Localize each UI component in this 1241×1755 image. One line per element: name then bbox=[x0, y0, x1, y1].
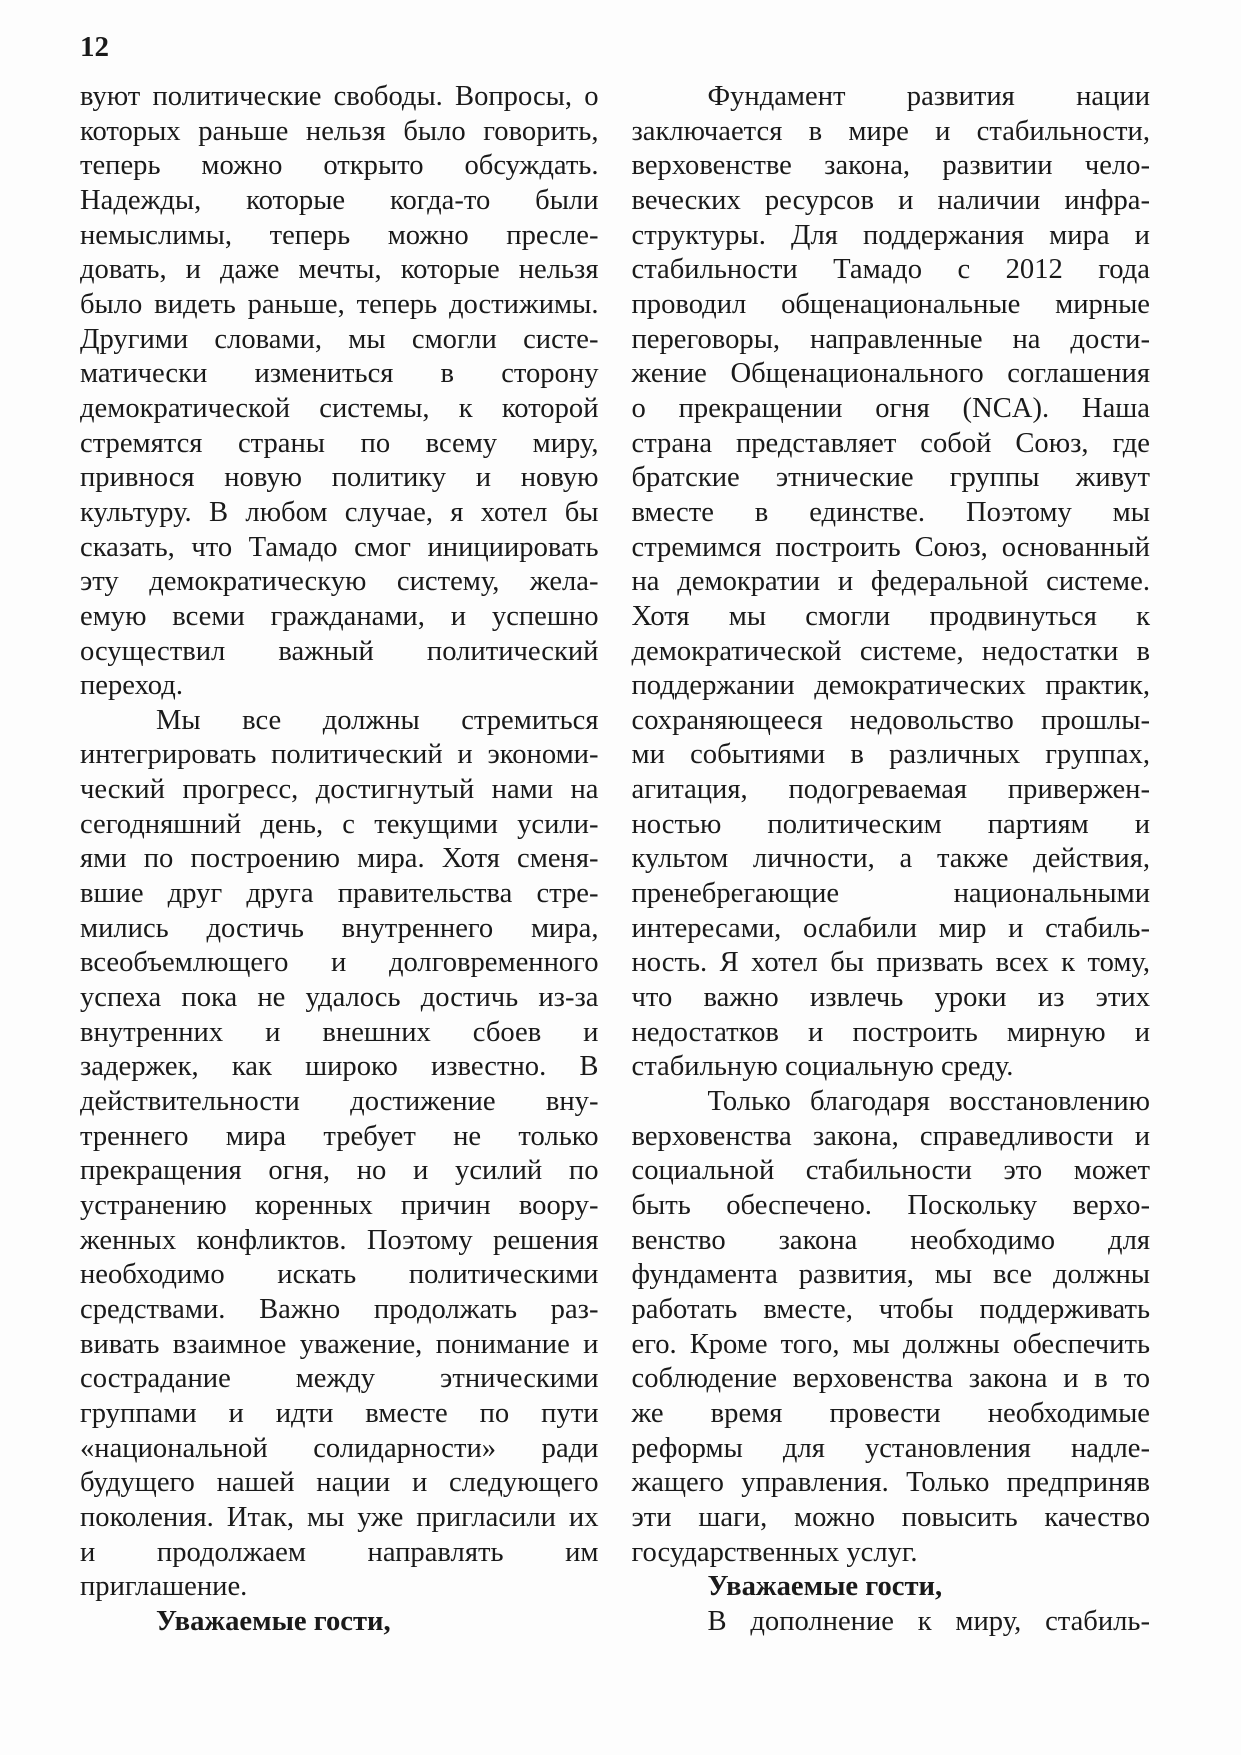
text-line: сказать, что Тамадо смог инициировать bbox=[80, 531, 599, 563]
text-line: Хотя мы смогли продвинуться к bbox=[631, 600, 1150, 632]
section-heading bbox=[80, 1605, 599, 1640]
text-line: демократической системы, к которой bbox=[80, 392, 599, 424]
text-line: ческий прогресс, достигнутый нами на bbox=[80, 774, 599, 806]
text-line: верховенстве закона, развитии чело- bbox=[631, 150, 1150, 182]
text-line: Фундамент развития нации bbox=[707, 81, 1150, 112]
text-column bbox=[80, 80, 599, 1640]
text-line: теперь можно открыто обсуждать. bbox=[80, 150, 599, 182]
text-line: вивать взаимное уважение, понимание и bbox=[80, 1328, 599, 1360]
text-line: государственных услуг. bbox=[631, 1536, 918, 1568]
text-line: немыслимы, теперь можно пресле- bbox=[80, 219, 599, 251]
text-line: интересами, ослабили мир и стабиль- bbox=[631, 912, 1150, 944]
text-line: ями по построению мира. Хотя сменя- bbox=[80, 843, 599, 875]
text-line: демократической системе, недостатки в bbox=[631, 635, 1150, 667]
text-line: эту демократическую систему, жела- bbox=[80, 566, 599, 598]
section-heading bbox=[632, 1570, 1151, 1605]
text-line: стремимся построить Союз, основанный bbox=[631, 531, 1150, 563]
text-line: венство закона необходимо для bbox=[631, 1224, 1150, 1256]
text-line: «национальной солидарности» ради bbox=[80, 1432, 599, 1464]
text-line: ми событиями в различных группах, bbox=[631, 739, 1150, 771]
text-line: соблюдение верховенства закона и в то bbox=[631, 1363, 1150, 1395]
text-line: осуществил важный политический bbox=[80, 635, 599, 667]
text-line: социальной стабильности это может bbox=[631, 1155, 1150, 1187]
text-line: поколения. Итак, мы уже пригласили их bbox=[80, 1501, 599, 1533]
text-line: фундамента развития, мы все должны bbox=[631, 1259, 1150, 1291]
text-line: матически измениться в сторону bbox=[80, 358, 599, 390]
text-line: эти шаги, можно повысить качество bbox=[631, 1501, 1150, 1533]
text-line: довать, и даже мечты, которые нельзя bbox=[80, 254, 599, 286]
text-line: ностью политическим партиям и bbox=[631, 808, 1150, 840]
text-line: о прекращении огня (NCA). Наша bbox=[631, 392, 1150, 424]
text-line: мились достичь внутреннего мира, bbox=[80, 912, 599, 944]
text-line: братские этнические группы живут bbox=[631, 462, 1150, 494]
text-line: интегрировать политический и экономи- bbox=[80, 739, 599, 771]
text-line: которых раньше нельзя было говорить, bbox=[80, 115, 599, 147]
text-line: устранению коренных причин воору- bbox=[80, 1190, 599, 1221]
text-line: что важно извлечь уроки из этих bbox=[631, 982, 1150, 1014]
text-line: действительности достижение вну- bbox=[80, 1086, 599, 1118]
text-line: верховенства закона, справедливости и bbox=[631, 1120, 1150, 1152]
text-line: В дополнение к миру, стабиль- bbox=[707, 1605, 1150, 1637]
text-line: стабильности Тамадо с 2012 года bbox=[631, 254, 1150, 286]
text-line: вшие друг друга правительства стре- bbox=[80, 878, 599, 910]
paragraph bbox=[80, 704, 599, 1605]
text-line: пренебрегающие национальными bbox=[631, 878, 1150, 910]
paragraph bbox=[80, 80, 599, 704]
text-line: группами и идти вместе по пути bbox=[80, 1397, 599, 1429]
text-columns bbox=[80, 80, 1150, 1640]
text-line: страна представляет собой Союз, где bbox=[631, 427, 1150, 459]
text-line: стабильную социальную среду. bbox=[631, 1051, 1014, 1083]
text-line: веческих ресурсов и наличии инфра- bbox=[631, 184, 1150, 216]
text-line: заключается в мире и стабильности, bbox=[631, 115, 1150, 147]
text-line: приглашение. bbox=[80, 1571, 248, 1603]
text-line: переговоры, направленные на дости- bbox=[631, 323, 1150, 355]
paragraph bbox=[632, 1085, 1151, 1570]
text-line: Только благодаря восстановлению bbox=[707, 1086, 1150, 1118]
text-line: привнося новую политику и новую bbox=[80, 462, 599, 494]
text-line: проводил общенациональные мирные bbox=[631, 288, 1150, 320]
text-line: быть обеспечено. Поскольку верхо- bbox=[631, 1190, 1150, 1221]
text-column bbox=[632, 80, 1151, 1640]
text-line: жение Общенационального соглашения bbox=[631, 358, 1150, 390]
text-line: сострадание между этническими bbox=[80, 1363, 599, 1395]
text-line: средствами. Важно продолжать раз- bbox=[80, 1293, 599, 1325]
text-line: сегодняшний день, с текущими усили- bbox=[80, 808, 599, 840]
text-line: внутренних и внешних сбоев и bbox=[80, 1016, 599, 1048]
text-line: поддержании демократических практик, bbox=[631, 670, 1150, 702]
text-line: структуры. Для поддержания мира и bbox=[631, 219, 1150, 251]
text-line: Уважаемые гости, bbox=[156, 1605, 391, 1637]
text-line: успеха пока не удалось достичь из-за bbox=[80, 982, 599, 1014]
text-line: и продолжаем направлять им bbox=[80, 1536, 599, 1568]
text-line: Мы все должны стремиться bbox=[156, 704, 599, 736]
text-line: культуру. В любом случае, я хотел бы bbox=[80, 496, 599, 528]
text-line: необходимо искать политическими bbox=[80, 1259, 599, 1291]
text-line: стремятся страны по всему миру, bbox=[80, 427, 599, 459]
text-line: на демократии и федеральной системе. bbox=[631, 566, 1150, 598]
text-line: сохраняющееся недовольство прошлы- bbox=[631, 704, 1150, 736]
text-line: Другими словами, мы смогли систе- bbox=[80, 323, 599, 355]
text-line: было видеть раньше, теперь достижимы. bbox=[80, 288, 599, 320]
page-number: 12 bbox=[80, 31, 109, 63]
paragraph bbox=[632, 80, 1151, 1085]
text-line: треннего мира требует не только bbox=[80, 1120, 599, 1152]
text-line: его. Кроме того, мы должны обеспечить bbox=[631, 1328, 1150, 1360]
text-line: культом личности, а также действия, bbox=[631, 843, 1150, 875]
text-line: работать вместе, чтобы поддерживать bbox=[631, 1293, 1150, 1325]
text-line: задержек, как широко известно. В bbox=[80, 1051, 599, 1083]
text-line: агитация, подогреваемая привержен- bbox=[631, 774, 1150, 806]
text-line: Уважаемые гости, bbox=[707, 1571, 943, 1603]
text-line: ность. Я хотел бы призвать всех к тому, bbox=[631, 947, 1150, 979]
text-line: переход. bbox=[80, 670, 183, 702]
paragraph bbox=[632, 1605, 1151, 1640]
text-line: же время провести необходимые bbox=[631, 1397, 1150, 1429]
text-line: емую всеми гражданами, и успешно bbox=[80, 600, 599, 632]
text-line: реформы для установления надле- bbox=[631, 1432, 1150, 1464]
text-line: женных конфликтов. Поэтому решения bbox=[80, 1224, 599, 1256]
text-line: вуют политические свободы. Вопросы, о bbox=[80, 81, 599, 112]
text-line: Надежды, которые когда-то были bbox=[80, 184, 599, 216]
text-line: прекращения огня, но и усилий по bbox=[80, 1155, 599, 1187]
text-line: всеобъемлющего и долговременного bbox=[80, 947, 599, 979]
text-line: недостатков и построить мирную и bbox=[631, 1016, 1150, 1048]
text-line: жащего управления. Только предприняв bbox=[631, 1467, 1150, 1499]
text-line: вместе в единстве. Поэтому мы bbox=[631, 496, 1150, 528]
text-line: будущего нашей нации и следующего bbox=[80, 1467, 599, 1499]
